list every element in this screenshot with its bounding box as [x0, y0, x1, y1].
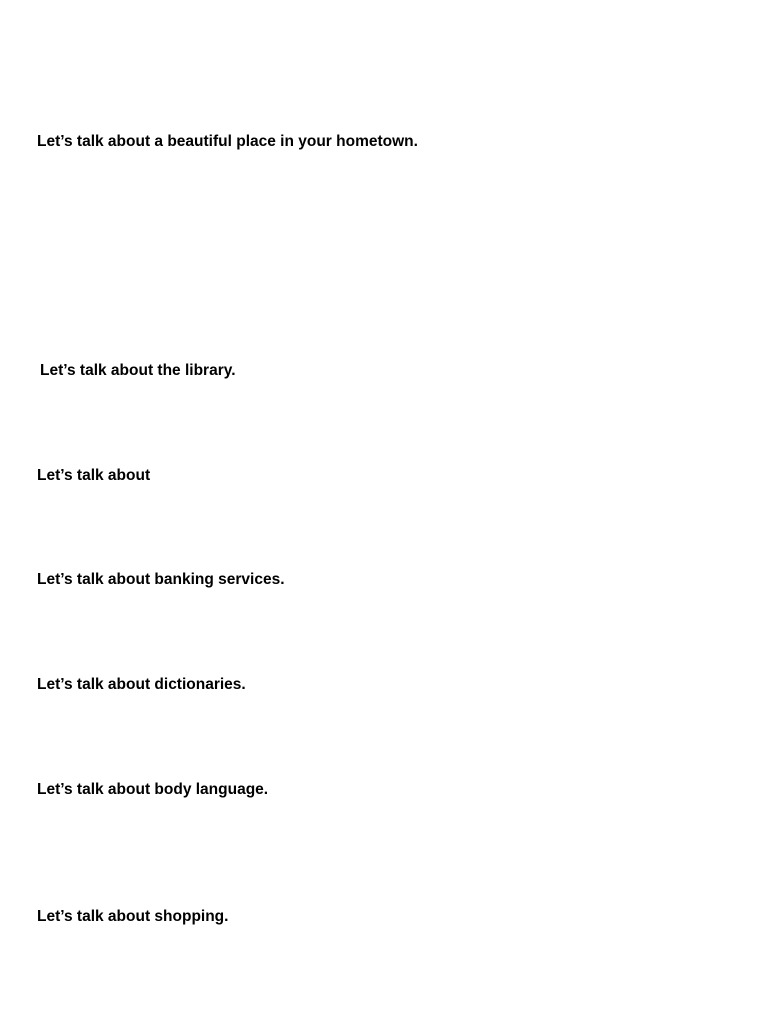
prompt-body-language: Let’s talk about body language.: [37, 781, 269, 798]
prompt-banking-services: Let’s talk about banking services.: [37, 571, 285, 588]
prompt-shopping: Let’s talk about shopping.: [37, 908, 229, 925]
prompt-dictionaries: Let’s talk about dictionaries.: [37, 676, 246, 693]
prompt-library: Let’s talk about the library.: [40, 362, 236, 379]
prompt-hometown-place: Let’s talk about a beautiful place in your hometown.: [37, 133, 418, 150]
prompt-incomplete: Let’s talk about: [37, 467, 151, 484]
